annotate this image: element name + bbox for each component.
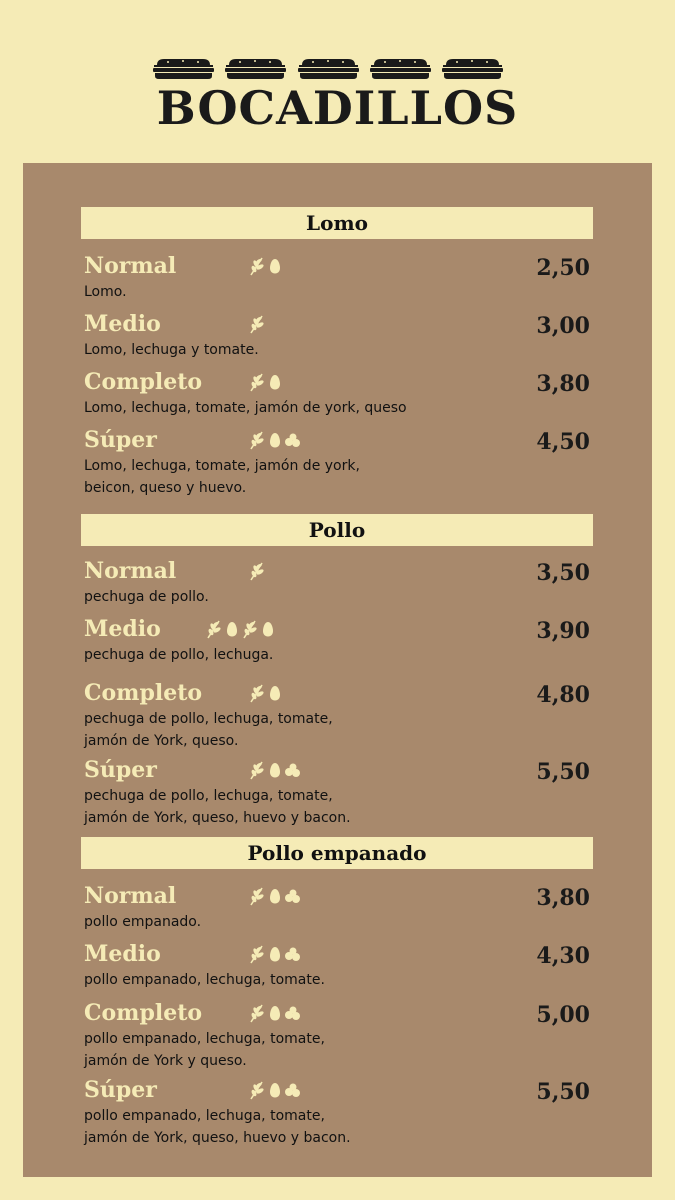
- egg-icon: [269, 761, 281, 779]
- allergen-icons: [248, 683, 281, 703]
- description-line: Lomo, lechuga, tomate, jamón de york, queso: [84, 400, 407, 416]
- wheat-icon: [248, 1080, 266, 1100]
- allergen-icons: [248, 256, 281, 276]
- allergen-icons: [248, 314, 266, 334]
- item-description: [84, 586, 444, 608]
- item-description: [84, 281, 444, 303]
- allergen-icons: [248, 760, 302, 780]
- wheat-icon: [248, 561, 266, 581]
- wheat-icon: [248, 886, 266, 906]
- description-line: jamón de York y queso.: [84, 1053, 247, 1069]
- dairy-icon: [284, 432, 302, 448]
- egg-icon: [269, 431, 281, 449]
- item-price: 3,50: [536, 560, 590, 586]
- item-name: Completo: [84, 369, 203, 395]
- menu-header: [0, 0, 675, 160]
- egg-icon: [269, 945, 281, 963]
- allergen-icons: [248, 561, 266, 581]
- description-line: pechuga de pollo, lechuga, tomate,: [84, 788, 333, 804]
- item-description: [84, 1028, 444, 1072]
- sandwich-icon: [441, 58, 504, 80]
- item-description: [84, 397, 444, 419]
- wheat-icon: [248, 314, 266, 334]
- wheat-icon: [205, 619, 223, 639]
- description-line: Lomo, lechuga, tomate, jamón de york,: [84, 458, 360, 474]
- sandwich-icon: [369, 58, 432, 80]
- allergen-icons: [248, 1080, 302, 1100]
- item-price: 5,50: [536, 759, 590, 785]
- item-name: Normal: [84, 558, 177, 584]
- item-name: Medio: [84, 616, 161, 642]
- description-line: pechuga de pollo, lechuga, tomate,: [84, 711, 333, 727]
- allergen-icons: [248, 886, 302, 906]
- section-title: Pollo: [81, 514, 593, 546]
- wheat-icon: [248, 1003, 266, 1023]
- wheat-icon: [248, 256, 266, 276]
- section-title: Lomo: [81, 207, 593, 239]
- item-price: 5,50: [536, 1079, 590, 1105]
- egg-icon: [269, 373, 281, 391]
- description-line: pollo empanado, lechuga, tomate.: [84, 972, 325, 988]
- item-name: Normal: [84, 253, 177, 279]
- description-line: beicon, queso y huevo.: [84, 480, 247, 496]
- sandwich-icon: [224, 58, 287, 80]
- description-line: pollo empanado.: [84, 914, 202, 930]
- allergen-icons: [248, 944, 302, 964]
- wheat-icon: [248, 372, 266, 392]
- dairy-icon: [284, 888, 302, 904]
- item-name: Medio: [84, 941, 161, 967]
- description-line: pollo empanado, lechuga, tomate,: [84, 1108, 325, 1124]
- wheat-icon: [248, 760, 266, 780]
- item-description: [84, 911, 444, 933]
- egg-icon: [269, 1004, 281, 1022]
- wheat-icon: [248, 430, 266, 450]
- description-line: jamón de York, queso, huevo y bacon.: [84, 1130, 351, 1146]
- dairy-icon: [284, 762, 302, 778]
- item-name: Súper: [84, 757, 157, 783]
- egg-icon: [226, 620, 238, 638]
- description-line: Lomo.: [84, 284, 127, 300]
- egg-icon: [262, 620, 274, 638]
- item-description: [84, 1105, 444, 1149]
- wheat-icon: [248, 944, 266, 964]
- egg-icon: [269, 684, 281, 702]
- item-name: Súper: [84, 427, 157, 453]
- item-description: [84, 644, 444, 666]
- menu-title: BOCADILLOS: [156, 81, 519, 135]
- item-price: 4,30: [536, 943, 590, 969]
- allergen-icons: [248, 372, 281, 392]
- item-price: 3,00: [536, 313, 590, 339]
- description-line: jamón de York, queso, huevo y bacon.: [84, 810, 351, 826]
- dairy-icon: [284, 1082, 302, 1098]
- item-price: 5,00: [536, 1002, 590, 1028]
- item-price: 4,80: [536, 682, 590, 708]
- item-description: [84, 339, 444, 361]
- sandwich-icon: [152, 58, 215, 80]
- item-name: Normal: [84, 883, 177, 909]
- menu-panel: [23, 163, 652, 1177]
- item-description: [84, 455, 444, 499]
- item-name: Completo: [84, 1000, 203, 1026]
- item-price: 2,50: [536, 255, 590, 281]
- section-title: Pollo empanado: [81, 837, 593, 869]
- wheat-icon: [248, 683, 266, 703]
- egg-icon: [269, 887, 281, 905]
- description-line: pechuga de pollo.: [84, 589, 209, 605]
- allergen-icons: [248, 1003, 302, 1023]
- item-name: Completo: [84, 680, 203, 706]
- allergen-icons: [205, 619, 274, 639]
- item-price: 3,80: [536, 885, 590, 911]
- description-line: jamón de York, queso.: [84, 733, 239, 749]
- description-line: Lomo, lechuga y tomate.: [84, 342, 259, 358]
- item-price: 4,50: [536, 429, 590, 455]
- item-description: [84, 969, 444, 991]
- dairy-icon: [284, 946, 302, 962]
- allergen-icons: [248, 430, 302, 450]
- dairy-icon: [284, 1005, 302, 1021]
- egg-icon: [269, 1081, 281, 1099]
- egg-icon: [269, 257, 281, 275]
- item-price: 3,80: [536, 371, 590, 397]
- item-name: Súper: [84, 1077, 157, 1103]
- item-price: 3,90: [536, 618, 590, 644]
- description-line: pollo empanado, lechuga, tomate,: [84, 1031, 325, 1047]
- description-line: pechuga de pollo, lechuga.: [84, 647, 274, 663]
- wheat-icon: [241, 619, 259, 639]
- item-description: [84, 785, 444, 829]
- item-description: [84, 708, 444, 752]
- item-name: Medio: [84, 311, 161, 337]
- sandwich-icon: [297, 58, 360, 80]
- sandwich-row: [152, 58, 504, 80]
